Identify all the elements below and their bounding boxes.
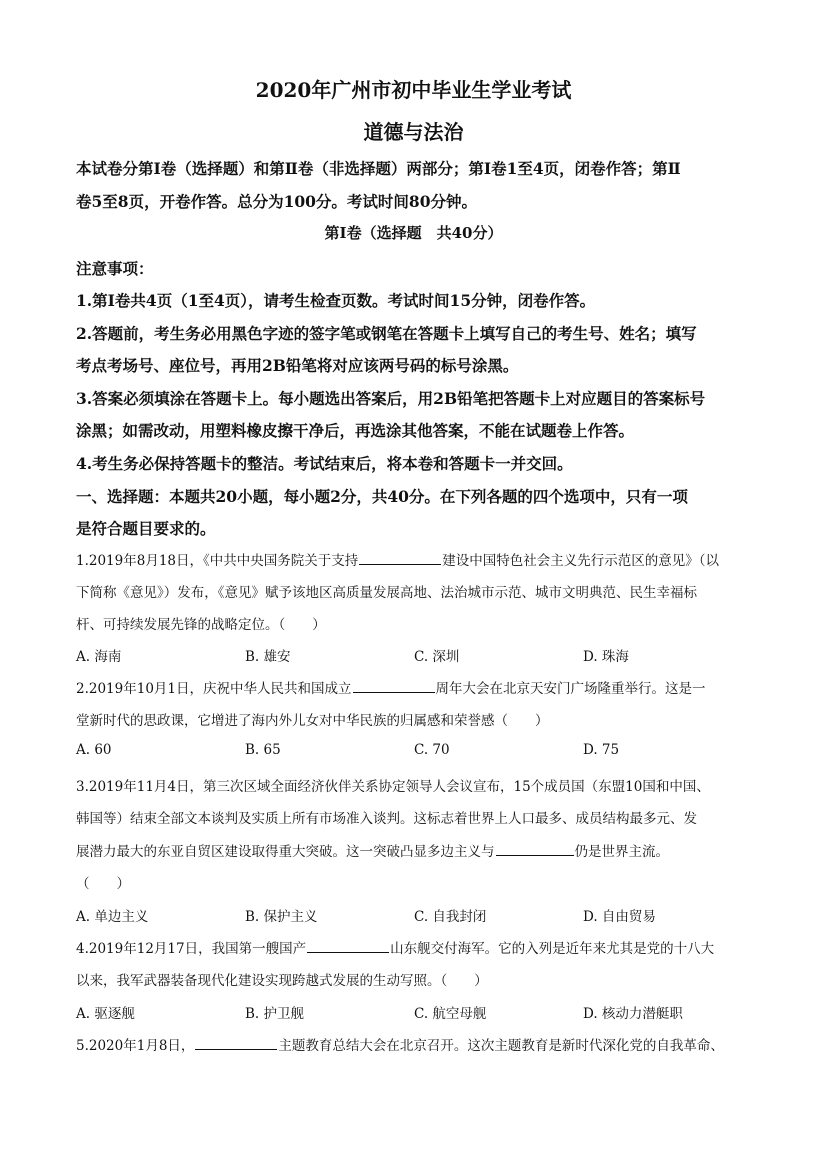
- note-item: 1.第Ⅰ卷共4页（1至4页），请考生检查页数。考试时间15分钟，闭卷作答。: [76, 291, 596, 310]
- question-1-line: 下简称《意见》）发布，《意见》赋予该地区高质量发展高地、法治城市示范、城市文明典范、民生幸福标: [76, 585, 697, 601]
- question-text: 2.2019年10月1日，庆祝中华人民共和国成立: [76, 681, 352, 697]
- intro-line: 本试卷分第Ⅰ卷（选择题）和第Ⅱ卷（非选择题）两部分；第Ⅰ卷1至4页，闭卷作答；第Ⅱ: [76, 159, 681, 178]
- part-heading: 一、选择题：本题共20小题，每小题2分，共40分。在下列各题的四个选项中，只有一项: [76, 487, 688, 506]
- option-d[interactable]: D. 核动力潜艇职: [583, 1006, 683, 1022]
- exam-title: 2020年广州市初中毕业生学业考试: [255, 78, 572, 102]
- option-b[interactable]: B. 雄安: [245, 649, 291, 665]
- answer-blank: [307, 938, 389, 953]
- question-4-stem: [76, 937, 714, 957]
- subject-title: 道德与法治: [363, 120, 464, 144]
- option-b[interactable]: B. 65: [245, 742, 281, 758]
- answer-blank: [195, 1035, 277, 1050]
- question-3-line: 3.2019年11月4日，第三次区域全面经济伙伴关系协定领导人会议宣布，15个成员国（东盟10国和中国、: [76, 779, 710, 795]
- question-text: 1.2019年8月18日，《中共中央国务院关于支持: [76, 553, 359, 569]
- question-text: 展潜力最大的东亚自贸区建设取得重大突破。这一突破凸显多边主义与: [76, 844, 495, 860]
- answer-blank: [353, 678, 435, 693]
- note-item: 涂黑；如需改动，用塑料橡皮擦干净后，再选涂其他答案，不能在试题卷上作答。: [76, 421, 635, 440]
- option-c[interactable]: C. 深圳: [414, 649, 460, 665]
- answer-blank: [359, 550, 441, 565]
- option-c[interactable]: C. 自我封闭: [414, 909, 487, 925]
- note-item: 考点考场号、座位号，再用2B铅笔将对应该两号码的标号涂黑。: [76, 356, 519, 375]
- part-heading: 是符合题目要求的。: [76, 519, 216, 538]
- note-item: 2.答题前，考生务必用黑色字迹的签字笔或钢笔在答题卡上填写自己的考生号、姓名；填写: [76, 324, 697, 343]
- option-c[interactable]: C. 航空母舰: [414, 1006, 487, 1022]
- option-a[interactable]: A. 驱逐舰: [76, 1006, 135, 1022]
- question-text: 主题教育总结大会在北京召开。这次主题教育是新时代深化党的自我革命、: [278, 1038, 724, 1054]
- note-item: 3.答案必须填涂在答题卡上。每小题选出答案后，用2B铅笔把答题卡上对应题目的答案标号: [76, 389, 706, 408]
- option-a[interactable]: A. 60: [76, 742, 112, 758]
- notes-heading: 注意事项：: [76, 259, 154, 278]
- intro-line: 卷5至8页，开卷作答。总分为100分。考试时间80分钟。: [76, 192, 477, 211]
- option-b[interactable]: B. 保护主义: [245, 909, 318, 925]
- option-d[interactable]: D. 自由贸易: [583, 909, 656, 925]
- question-text: 仍是世界主流。: [574, 844, 669, 860]
- option-a[interactable]: A. 海南: [76, 649, 122, 665]
- option-c[interactable]: C. 70: [414, 742, 450, 758]
- question-3-line: 韩国等）结束全部文本谈判及实质上所有市场准入谈判。这标志着世界上人口最多、成员结构最多元、发: [76, 811, 697, 827]
- option-a[interactable]: A. 单边主义: [76, 909, 149, 925]
- note-item: 4.考生务必保持答题卡的整洁。考试结束后，将本卷和答题卡一并交回。: [76, 454, 573, 473]
- question-5-stem: [76, 1034, 724, 1054]
- question-4-line: 以来，我军武器装备现代化建设实现跨越式发展的生动写照。（ ）: [76, 973, 488, 989]
- question-1-stem: [76, 549, 719, 569]
- question-2-line: 堂新时代的思政课，它增进了海内外儿女对中华民族的归属感和荣誉感（ ）: [76, 713, 549, 729]
- question-text: 周年大会在北京天安门广场隆重举行。这是一: [435, 681, 706, 697]
- option-d[interactable]: D. 珠海: [583, 649, 629, 665]
- option-b[interactable]: B. 护卫舰: [245, 1006, 305, 1022]
- question-text: 4.2019年12月17日，我国第一艘国产: [76, 941, 307, 957]
- question-text: 山东舰交付海军。它的入列是近年来尤其是党的十八大: [390, 941, 715, 957]
- question-text: 5.2020年1月8日，: [76, 1038, 195, 1054]
- answer-blank: [496, 841, 574, 856]
- section-title: 第Ⅰ卷（选择题 共40分）: [324, 224, 503, 242]
- question-2-stem: [76, 677, 706, 697]
- question-3-stem: [76, 840, 669, 860]
- question-1-line: 杆、可持续发展先锋的战略定位。（ ）: [76, 617, 326, 633]
- question-text: 建设中国特色社会主义先行示范区的意见》（以: [442, 553, 720, 569]
- option-d[interactable]: D. 75: [583, 742, 620, 758]
- question-3-line: （ ）: [76, 876, 130, 892]
